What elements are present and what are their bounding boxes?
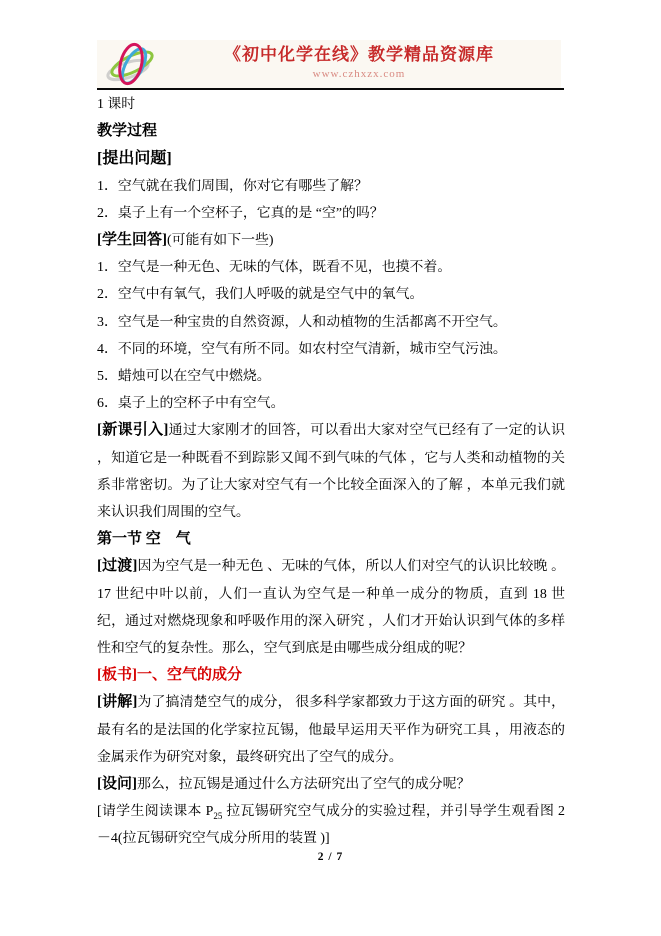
paragraph-label: [提出问题] [97, 150, 172, 168]
site-url: www.czhxzx.com [312, 68, 406, 80]
paragraph-label: [学生回答] [97, 232, 167, 249]
paragraph-text: 4．不同的环境，空气有所不同。如农村空气清新，城市空气污浊。 [97, 341, 507, 357]
paragraph-answer-5 [97, 363, 565, 390]
paragraph-text: 因为空气是一种无色 、无味的气体，所以人们对空气的认识比较晚 。17 世纪中叶以前，人们一直认为空气是一种单一成分的物质，直到 18 世纪，通过对燃烧现象和呼吸作用的深入研究 ，人们才开始认识到气体的多样性和空气的复杂性。那么，空气到底是由哪些成分组成的呢？ [97, 559, 565, 657]
paragraph-text: 1．空气是一种无色、无味的气体，既看不见，也摸不着。 [97, 260, 452, 276]
paragraph-label: [讲解] [97, 694, 138, 711]
paragraph-new-lesson-intro [97, 417, 565, 526]
paragraph-board-writing [97, 662, 565, 689]
heading-teaching-process [97, 118, 565, 145]
paragraph-text: 通过大家刚才的回答，可以看出大家对空气已经有了一定的认识 ，知道它是一种既看不到踪影又闻不到气味的气体 ，它与人类和动植物的关系非常密切。为了让大家对空气有一个比较全面深入的了解 ，本单元我们就来认识我们周围的空气。 [97, 423, 565, 521]
paragraph-text: 一、空气的成分 [137, 667, 243, 684]
document-content [97, 91, 565, 853]
paragraph-label: 教学过程 [97, 123, 158, 140]
paragraph-answer-6 [97, 390, 565, 417]
paragraph-text: [请学生阅读课本 P [97, 804, 214, 820]
heading-section-one-air [97, 526, 565, 553]
paragraph-label: [过渡] [97, 558, 138, 575]
paragraph-label: [新课引入] [97, 422, 169, 439]
paragraph-text: 6．桌子上的空杯子中有空气。 [97, 396, 285, 412]
header-banner [97, 40, 561, 88]
paragraph-answer-1 [97, 254, 565, 281]
paragraph-posed-question [97, 771, 565, 798]
paragraph-text: 那么，拉瓦锡是通过什么方法研究出了空气的成分呢？ [137, 777, 471, 793]
header-divider [97, 88, 564, 90]
paragraph-text: (可能有如下一些) [167, 233, 274, 249]
paragraph-text: 1 课时 [97, 97, 136, 112]
paragraph-text: 2．空气中有氧气，我们人呼吸的就是空气中的氧气。 [97, 287, 424, 303]
paragraph-student-answers [97, 227, 565, 254]
banner-text [157, 44, 561, 82]
paragraph-label: [板书] [97, 667, 137, 684]
paragraph-text: 2．桌子上有一个空杯子，它真的是 “空”的吗？ [97, 205, 384, 221]
paragraph-explanation [97, 689, 565, 771]
paragraph-question-1 [97, 173, 565, 200]
page-reference-subscript: 25 [213, 811, 223, 822]
paragraph-text: 为了搞清楚空气的成分， 很多科学家都致力于这方面的研究 。其中，最有名的是法国的化学家拉瓦锡，他最早运用天平作为研究工具 ，用液态的金属汞作为研究对象，最终研究出了空气的成分。 [97, 695, 565, 765]
paragraph-answer-3 [97, 309, 565, 336]
paragraph-label: 第一节 空 气 [97, 531, 191, 548]
paragraph-reading-instruction [97, 798, 565, 852]
paragraph-text: 拉瓦锡研究空气成分的实验过程，并引导学生观看图 2－4(拉瓦锡研究空气成分所用的装置 )] [97, 804, 565, 847]
paragraph-text: 1．空气就在我们周围，你对它有哪些了解？ [97, 178, 368, 194]
paragraph-text: 5．蜡烛可以在空气中燃烧。 [97, 369, 271, 385]
paragraph-lesson-hours [97, 91, 565, 118]
paragraph-label: [设问] [97, 776, 137, 793]
site-title: 《初中化学在线》教学精品资源库 [224, 45, 494, 64]
paragraph-transition [97, 553, 565, 662]
paragraph-answer-4 [97, 336, 565, 363]
heading-raise-questions [97, 145, 565, 172]
paragraph-question-2 [97, 200, 565, 227]
page-number: 2 / 7 [317, 851, 344, 863]
atom-logo-icon [101, 41, 163, 89]
paragraph-text: 3．空气是一种宝贵的自然资源，人和动植物的生活都离不开空气。 [97, 314, 507, 330]
paragraph-answer-2 [97, 281, 565, 308]
